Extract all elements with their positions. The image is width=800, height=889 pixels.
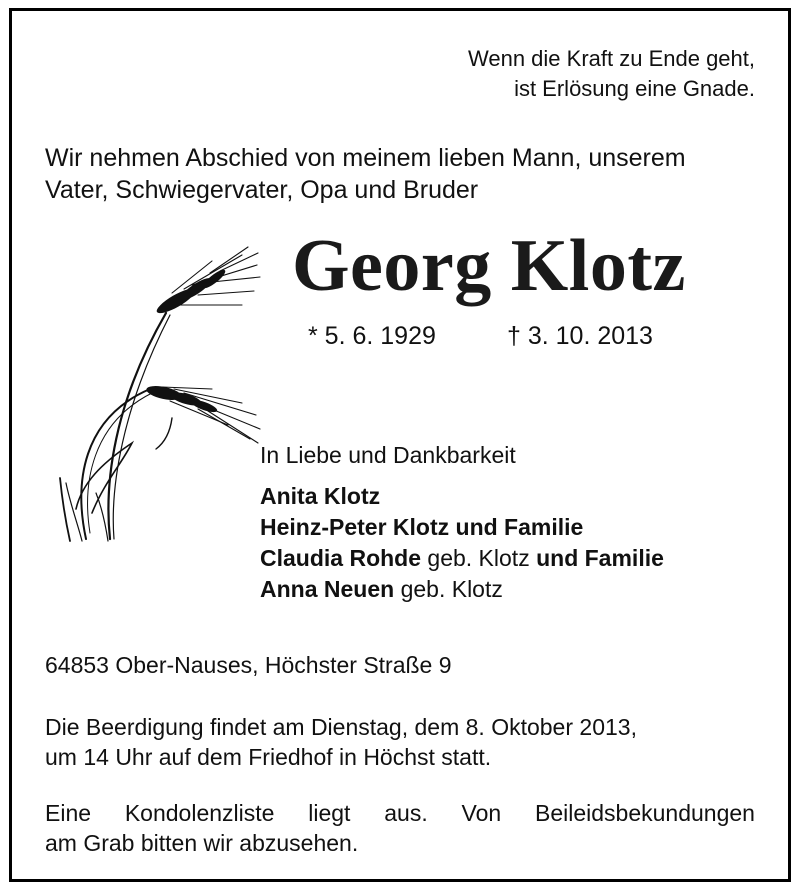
intro-line-2: Vater, Schwiegervater, Opa und Bruder	[45, 176, 479, 204]
death-date: † 3. 10. 2013	[507, 322, 653, 350]
signer-4-name: Anna Neuen	[260, 576, 395, 602]
signer-1	[260, 481, 664, 512]
intro-line-1: Wir nehmen Abschied von meinem lieben Mann, unserem	[45, 144, 686, 172]
condolence-word: Beileidsbekundungen	[534, 800, 755, 826]
condolence-line-2: am Grab bitten wir abzusehen.	[45, 830, 359, 856]
wheat-ears-icon	[52, 243, 262, 543]
funeral-line-1: Die Beerdigung findet am Dienstag, dem 8. Oktober 2013,	[45, 714, 637, 740]
condolence-word: Von	[461, 800, 502, 826]
thanks-line: In Liebe und Dankbarkeit	[260, 442, 516, 468]
signer-2-name: Heinz-Peter Klotz und Familie	[260, 514, 584, 540]
signer-3-nee: geb. Klotz	[421, 545, 537, 571]
address: 64853 Ober-Nauses, Höchster Straße 9	[45, 652, 452, 678]
deceased-name: Georg Klotz	[292, 225, 686, 307]
signer-3-name: Claudia Rohde	[260, 545, 422, 571]
condolence-word: liegt	[308, 800, 351, 826]
quote-line-1: Wenn die Kraft zu Ende geht,	[468, 46, 755, 71]
signer-3-family: und Familie	[536, 545, 664, 571]
condolence-word: Eine	[45, 800, 92, 826]
obituary-notice	[9, 8, 791, 882]
condolence-word: Kondolenzliste	[124, 800, 275, 826]
signer-3	[260, 543, 664, 574]
quote	[468, 44, 755, 104]
signer-4	[260, 574, 664, 605]
signer-2	[260, 512, 664, 543]
signer-4-nee: geb. Klotz	[394, 576, 503, 602]
condolence-line-1	[45, 798, 755, 828]
signer-1-name: Anita Klotz	[260, 483, 381, 509]
birth-date: * 5. 6. 1929	[308, 322, 436, 350]
intro-text	[45, 142, 686, 206]
condolence-word: aus.	[384, 800, 428, 826]
condolence-info	[45, 798, 755, 858]
signers-list	[260, 481, 664, 605]
funeral-line-2: um 14 Uhr auf dem Friedhof in Höchst statt.	[45, 744, 492, 770]
funeral-info	[45, 712, 755, 772]
quote-line-2: ist Erlösung eine Gnade.	[514, 76, 755, 101]
